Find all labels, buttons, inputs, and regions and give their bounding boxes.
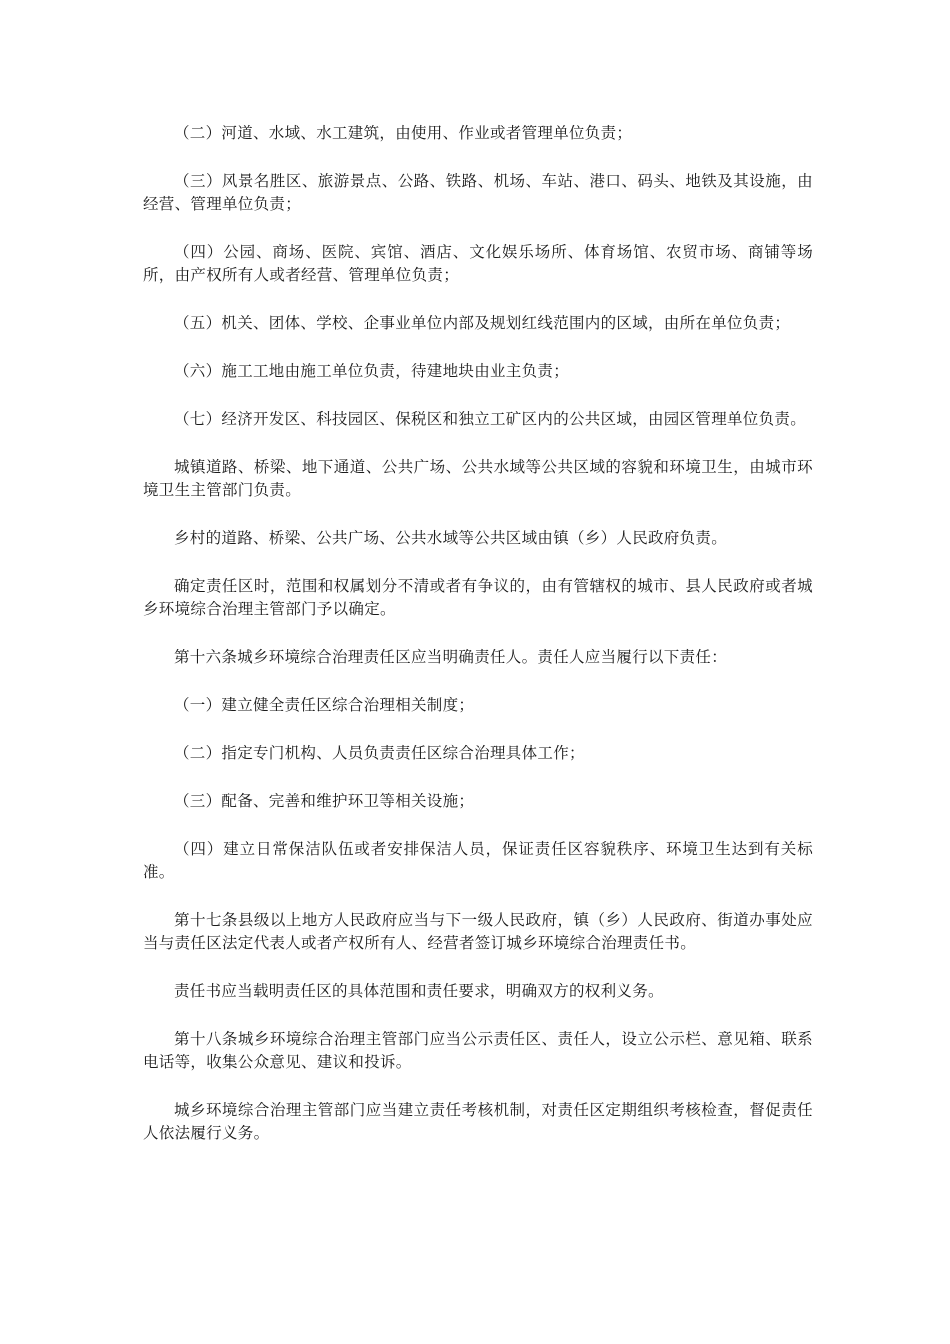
paragraph: （七）经济开发区、科技园区、保税区和独立工矿区内的公共区域，由园区管理单位负责。 <box>174 410 807 428</box>
paragraph: 城镇道路、桥梁、地下通道、公共广场、公共水域等公共区域的容貌和环境卫生，由城市环境卫生主管部门负责。 <box>143 458 813 499</box>
paragraph: （二）河道、水域、水工建筑，由使用、作业或者管理单位负责； <box>174 124 633 142</box>
paragraph: 确定责任区时，范围和权属划分不清或者有争议的，由有管辖权的城市、县人民政府或者城乡环境综合治理主管部门予以确定。 <box>143 577 813 618</box>
paragraph: （五）机关、团体、学校、企事业单位内部及规划红线范围内的区域，由所在单位负责； <box>174 314 791 332</box>
article-heading-paragraph: 第十七条县级以上地方人民政府应当与下一级人民政府，镇（乡）人民政府、街道办事处应当与责任区法定代表人或者产权所有人、经营者签订城乡环境综合治理责任书。 <box>143 911 813 952</box>
paragraph: （二）指定专门机构、人员负责责任区综合治理具体工作； <box>174 744 585 762</box>
paragraph: （三）配备、完善和维护环卫等相关设施； <box>174 792 475 810</box>
paragraph: （三）风景名胜区、旅游景点、公路、铁路、机场、车站、港口、码头、地铁及其设施，由经营、管理单位负责； <box>143 172 813 213</box>
paragraph: （四）公园、商场、医院、宾馆、酒店、文化娱乐场所、体育场馆、农贸市场、商铺等场所，由产权所有人或者经营、管理单位负责； <box>143 243 813 284</box>
article-heading-paragraph: 第十八条城乡环境综合治理主管部门应当公示责任区、责任人，设立公示栏、意见箱、联系电话等，收集公众意见、建议和投诉。 <box>143 1030 813 1071</box>
paragraph: 责任书应当载明责任区的具体范围和责任要求，明确双方的权利义务。 <box>174 982 664 1000</box>
paragraph: （一）建立健全责任区综合治理相关制度； <box>174 696 475 714</box>
paragraph: 城乡环境综合治理主管部门应当建立责任考核机制，对责任区定期组织考核检查，督促责任人依法履行义务。 <box>143 1101 813 1142</box>
paragraph: （四）建立日常保洁队伍或者安排保洁人员，保证责任区容貌秩序、环境卫生达到有关标准。 <box>143 840 813 881</box>
article-heading-paragraph: 第十六条城乡环境综合治理责任区应当明确责任人。责任人应当履行以下责任： <box>174 648 728 666</box>
document-body <box>143 122 813 1170</box>
paragraph: 乡村的道路、桥梁、公共广场、公共水域等公共区域由镇（乡）人民政府负责。 <box>174 529 728 547</box>
paragraph: （六）施工工地由施工单位负责，待建地块由业主负责； <box>174 362 570 380</box>
